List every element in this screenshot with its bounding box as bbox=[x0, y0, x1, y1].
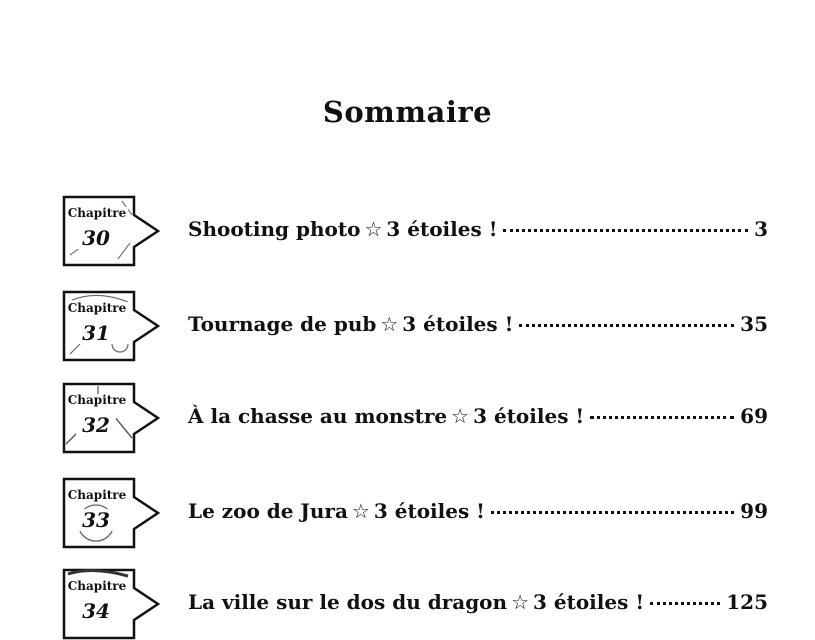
chapter-number: 31 bbox=[76, 322, 116, 344]
chapter-thumbnail bbox=[62, 290, 166, 362]
chapter-suffix: 3 étoiles ! bbox=[373, 499, 485, 523]
toc-entry bbox=[62, 195, 782, 267]
toc-entry bbox=[62, 382, 782, 454]
page-title: Sommaire bbox=[322, 95, 493, 130]
dot-leader bbox=[650, 602, 720, 605]
chapter-number: 34 bbox=[76, 600, 116, 622]
star-icon: ☆ bbox=[364, 217, 383, 241]
dot-leader bbox=[503, 229, 748, 232]
toc-line bbox=[188, 590, 768, 620]
chapter-suffix: 3 étoiles ! bbox=[402, 312, 514, 336]
chapter-label: Chapitre bbox=[67, 393, 127, 407]
chapter-label: Chapitre bbox=[67, 579, 127, 593]
chapter-title: Shooting photo bbox=[188, 217, 361, 241]
page-number: 69 bbox=[740, 404, 768, 428]
star-icon: ☆ bbox=[451, 404, 470, 428]
chapter-label: Chapitre bbox=[67, 206, 127, 220]
running-header bbox=[44, 0, 264, 5]
chapter-thumbnail bbox=[62, 382, 166, 454]
chapter-thumbnail bbox=[62, 195, 166, 267]
star-icon: ☆ bbox=[511, 590, 529, 614]
toc-line bbox=[188, 499, 768, 529]
page-number: 125 bbox=[726, 590, 768, 614]
page-number: 35 bbox=[740, 312, 768, 336]
toc-line bbox=[188, 217, 768, 247]
star-icon: ☆ bbox=[351, 499, 370, 523]
toc-line bbox=[188, 312, 768, 342]
chapter-number: 32 bbox=[76, 414, 116, 436]
chapter-thumbnail bbox=[62, 477, 166, 549]
toc-line bbox=[188, 404, 768, 434]
dot-leader bbox=[491, 511, 734, 514]
chapter-thumbnail bbox=[62, 568, 166, 640]
page-number: 3 bbox=[754, 217, 768, 241]
toc-entry bbox=[62, 568, 782, 640]
chapter-suffix: 3 étoiles ! bbox=[473, 404, 585, 428]
chapter-title: Tournage de pub bbox=[188, 312, 377, 336]
chapter-label: Chapitre bbox=[67, 301, 127, 315]
chapter-title: La ville sur le dos du dragon bbox=[188, 590, 508, 614]
chapter-suffix: 3 étoiles ! bbox=[533, 590, 645, 614]
dot-leader bbox=[519, 324, 734, 327]
chapter-label: Chapitre bbox=[67, 488, 127, 502]
dot-leader bbox=[590, 416, 734, 419]
page-number: 99 bbox=[740, 499, 768, 523]
chapter-number: 30 bbox=[76, 227, 116, 249]
chapter-number: 33 bbox=[76, 509, 116, 531]
chapter-suffix: 3 étoiles ! bbox=[386, 217, 498, 241]
toc-entry bbox=[62, 290, 782, 362]
star-icon: ☆ bbox=[380, 312, 399, 336]
chapter-title: À la chasse au monstre bbox=[188, 404, 448, 428]
chapter-title: Le zoo de Jura bbox=[188, 499, 348, 523]
toc-entry bbox=[62, 477, 782, 549]
